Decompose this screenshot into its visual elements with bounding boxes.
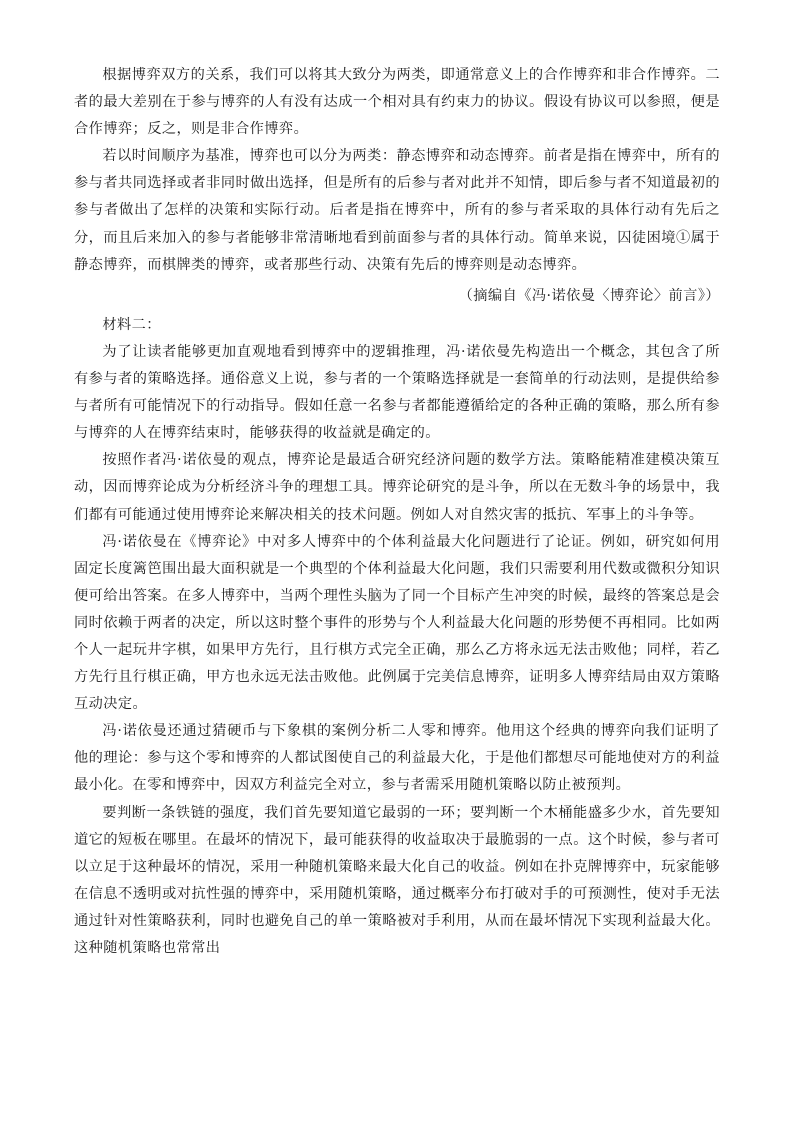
document-page	[74, 62, 720, 962]
paragraph-strategy-concept: 为了让读者能够更加直观地看到博弈中的逻辑推理，冯·诺依曼先构造出一个概念，其包含了所有参与者的策略选择。通俗意义上说，参与者的一个策略选择就是一套简单的行动法则，是提供给参与者所有可能情况下的行动指导。假如任意一名参与者都能遵循给定的各种正确的策略，那么所有参与博弈的人在博弈结束时，能够获得的收益就是确定的。	[74, 343, 720, 442]
paragraph-economics-method: 按照作者冯·诺依曼的观点，博弈论是最适合研究经济问题的数学方法。策略能精准建模决策互动，因而博弈论成为分析经济斗争的理想工具。博弈论研究的是斗争，所以在无数斗争的场景中，我们都有可能通过使用博弈论来解决相关的技术问题。例如人对自然灾害的抵抗、军事上的斗争等。	[74, 452, 720, 523]
paragraph-multiplayer-game: 冯·诺依曼在《博弈论》中对多人博弈中的个体利益最大化问题进行了论证。例如，研究如何用固定长度篱笆围出最大面积就是一个典型的个体利益最大化问题，我们只需要利用代数或微积分知识便可给出答案。在多人博弈中，当两个理性头脑为了同一个目标产生冲突的时候，最终的答案总是会同时依赖于两者的决定，所以这时整个事件的形势与个人利益最大化问题的形势便不再相同。比如两个人一起玩井字棋，如果甲方先行，且行棋方式完全正确，那么乙方将永远无法击败他；同样，若乙方先行且行棋正确，甲方也永远无法击败他。此例属于完美信息博弈，证明多人博弈结局由双方策略互动决定。	[74, 533, 720, 713]
source-citation: （摘编自《冯·诺依曼〈博弈论〉前言》）	[458, 287, 720, 304]
paragraph-cooperative-game: 根据博弈双方的关系，我们可以将其大致分为两类，即通常意义上的合作博弈和非合作博弈。二者的最大差别在于参与博弈的人有没有达成一个相对具有约束力的协议。假设有协议可以参照，便是合作博弈；反之，则是非合作博弈。	[74, 67, 720, 138]
material-label: 材料二：	[102, 316, 161, 333]
paragraph-static-dynamic-game: 若以时间顺序为基准，博弈也可以分为两类：静态博弈和动态博弈。前者是指在博弈中，所有的参与者共同选择或者非同时做出选择，但是所有的后参与者对此并不知情，即后参与者不知道最初的参与者做出了怎样的决策和实际行动。后者是指在博弈中，所有的参与者采取的具体行动有先后之分，而且后来加入的参与者能够非常清晰地看到前面参与者的具体行动。简单来说，囚徒困境①属于静态博弈，而棋牌类的博弈，或者那些行动、决策有先后的博弈则是动态博弈。	[74, 148, 720, 273]
paragraph-random-strategy: 要判断一条铁链的强度，我们首先要知道它最弱的一环；要判断一个木桶能盛多少水，首先要知道它的短板在哪里。在最坏的情况下，最可能获得的收益取决于最脆弱的一点。这个时候，参与者可以立足于这种最坏的情况，采用一种随机策略来最大化自己的收益。例如在扑克牌博弈中，玩家能够在信息不透明或对抗性强的博弈中，采用随机策略，通过概率分布打破对手的可预测性，使对手无法通过针对性策略获利，同时也避免自己的单一策略被对手利用，从而在最坏情况下实现利益最大化。这种随机策略也常常出	[74, 804, 720, 956]
paragraph-zero-sum-game: 冯·诺依曼还通过猜硬币与下象棋的案例分析二人零和博弈。他用这个经典的博弈向我们证明了他的理论：参与这个零和博弈的人都试图使自己的利益最大化，于是他们都想尽可能地使对方的利益最小化。在零和博弈中，因双方利益完全对立，参与者需采用随机策略以防止被预判。	[74, 723, 720, 794]
